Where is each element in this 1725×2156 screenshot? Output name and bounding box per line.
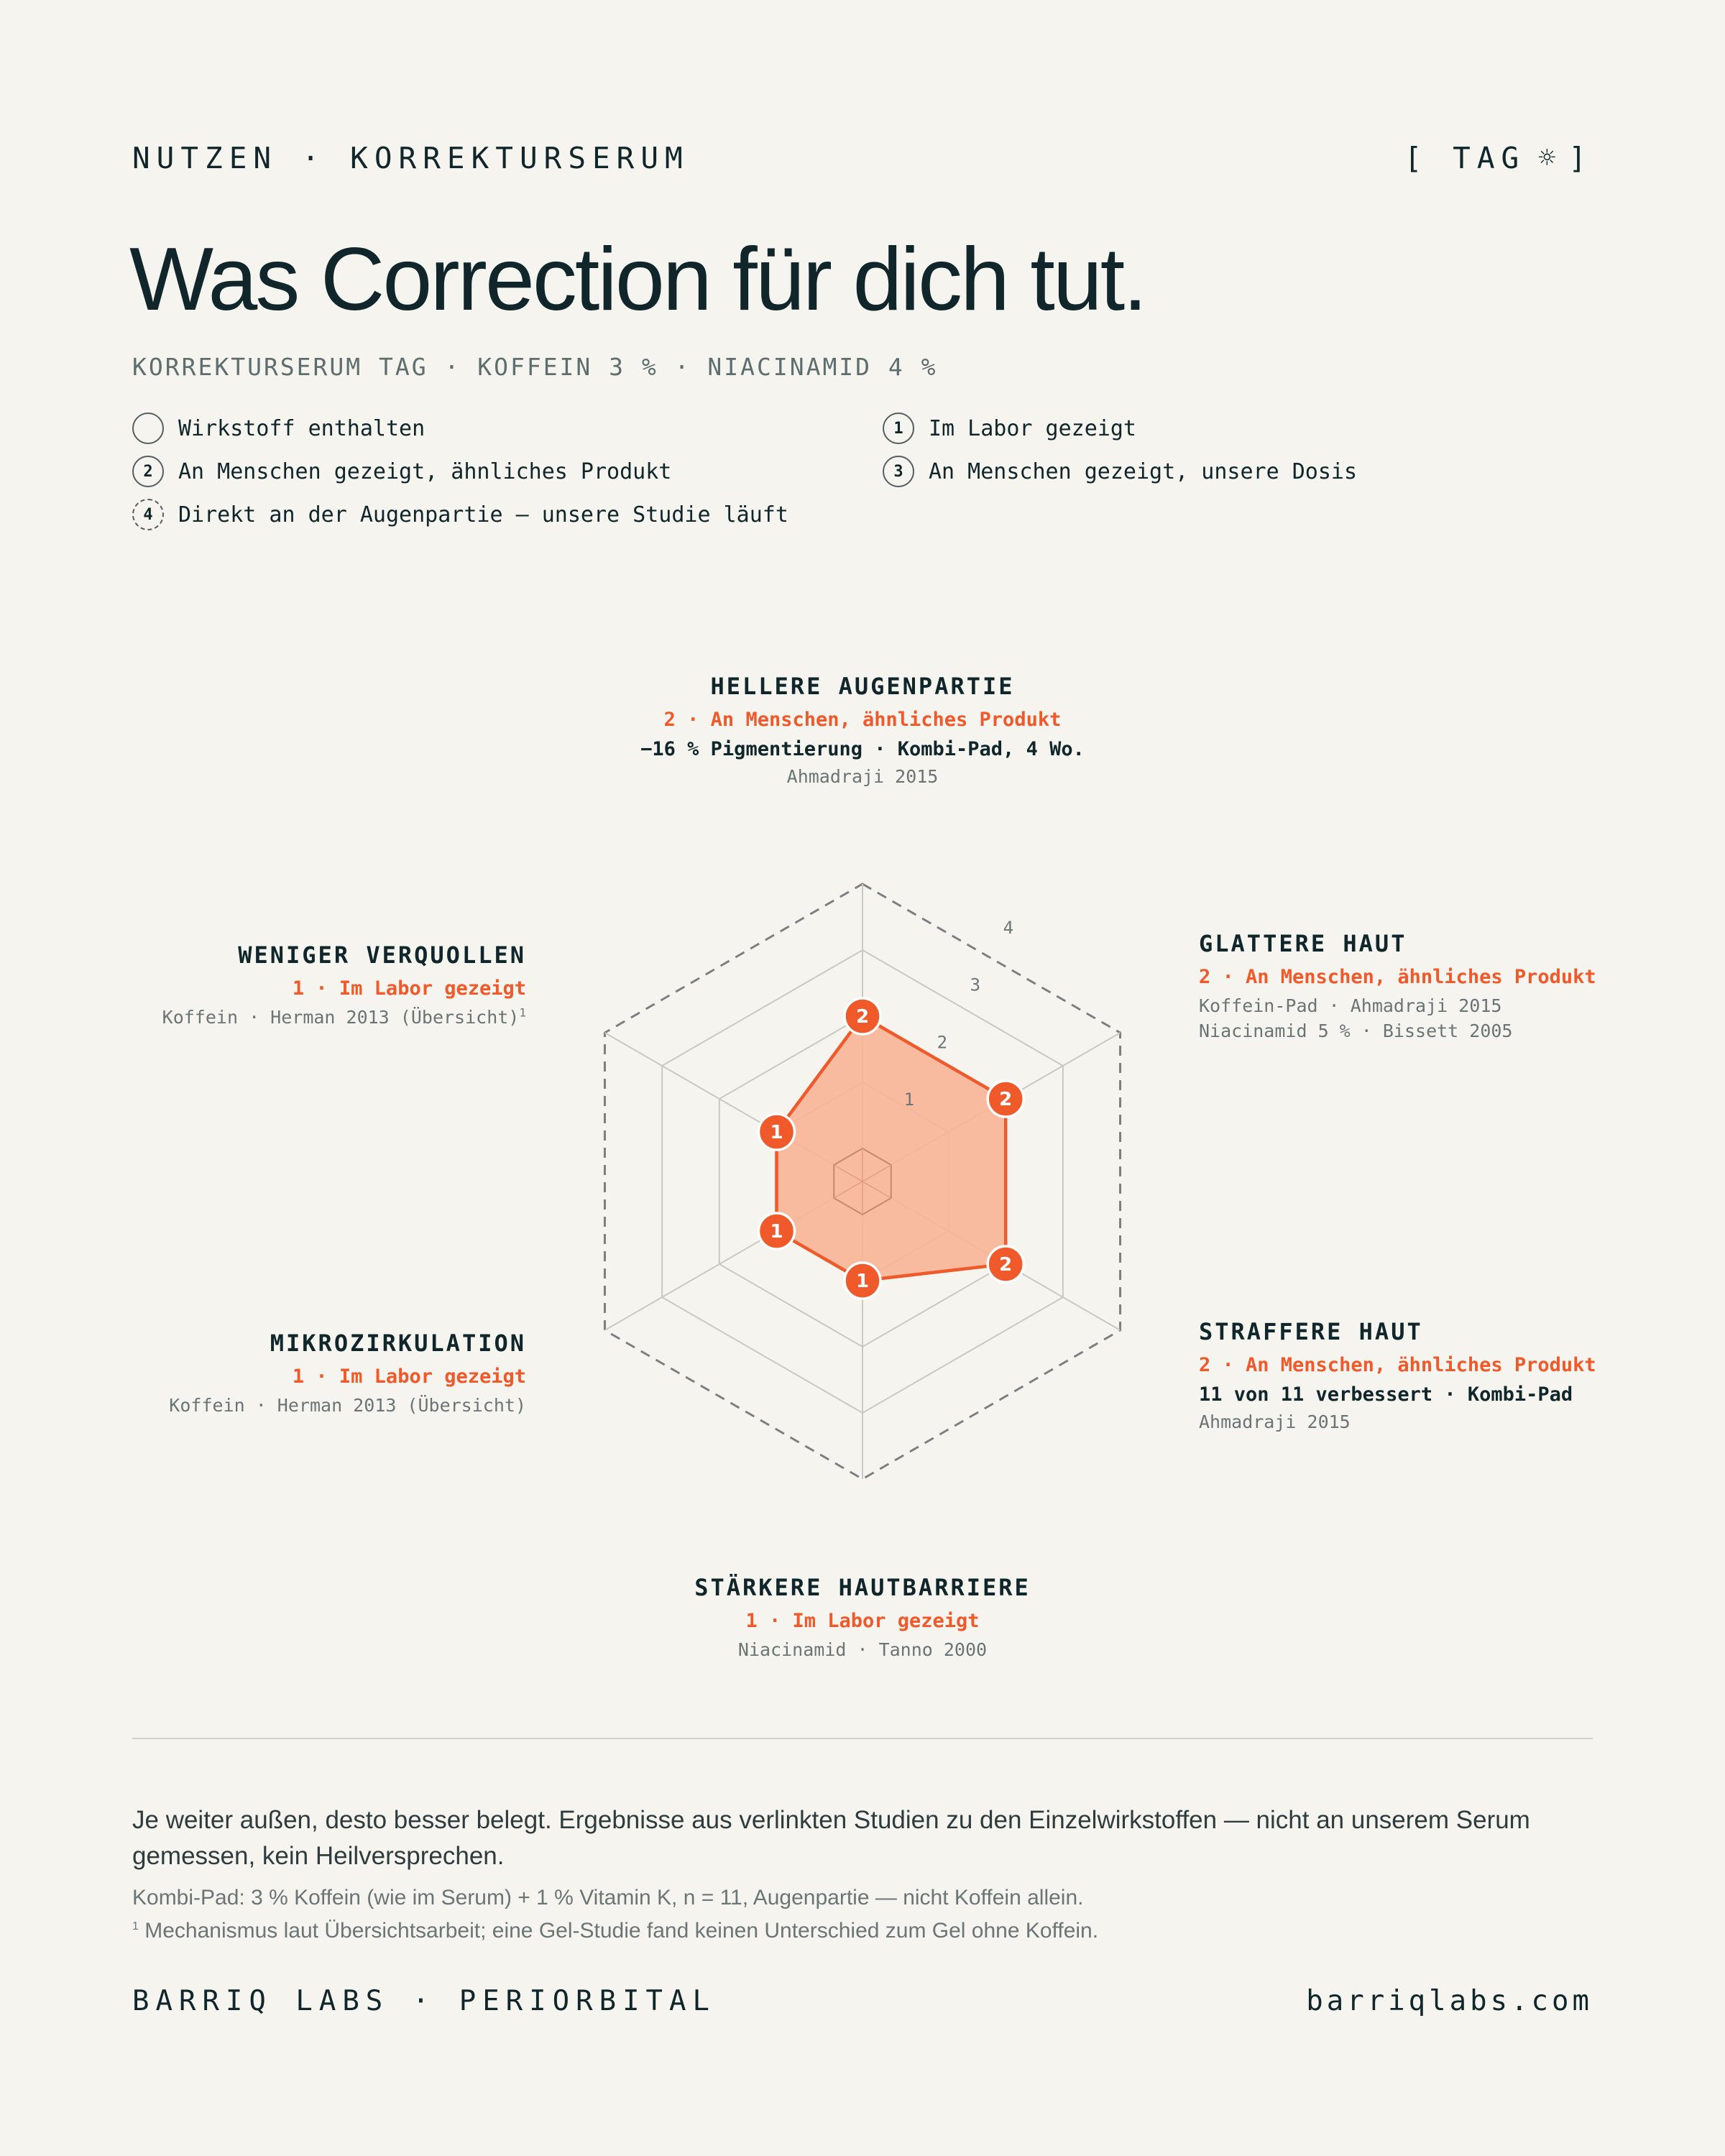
legend-badge: 4 <box>132 499 164 530</box>
axis-source: Ahmadraji 2015 <box>786 766 939 787</box>
axis-level: 2 · An Menschen, ähnliches Produkt <box>1199 966 1596 988</box>
radar-point-label: 1 <box>855 1271 870 1292</box>
axis-block-staerkere-hautbarriere <box>503 1574 1222 1660</box>
divider <box>132 1738 1593 1739</box>
legend-badge: 2 <box>132 456 164 487</box>
sun-icon: ☼ <box>1538 142 1556 175</box>
radar-tick-label: 4 <box>1003 917 1014 938</box>
axis-name: HELLERE AUGENPARTIE <box>710 673 1015 700</box>
axis-source: Niacinamid · Tanno 2000 <box>737 1639 988 1660</box>
legend-label: An Menschen gezeigt, unsere Dosis <box>929 459 1358 484</box>
axis-level: 2 · An Menschen, ähnliches Produkt <box>1199 1354 1596 1376</box>
legend-label: Direkt an der Augenpartie — unsere Studie läuft <box>178 502 788 528</box>
mode-open: [ TAG <box>1404 141 1526 175</box>
radar-point-label: 2 <box>999 1089 1013 1110</box>
axis-level: 2 · An Menschen, ähnliches Produkt <box>663 709 1062 731</box>
axis-block-glattere-haut <box>1199 930 1596 1041</box>
axis-level: 1 · Im Labor gezeigt <box>745 1610 980 1632</box>
brand-name: BARRIQ LABS · PERIORBITAL <box>132 1985 716 2017</box>
axis-block-mikrozirkulation <box>169 1330 526 1416</box>
axis-level: 1 · Im Labor gezeigt <box>292 1365 526 1388</box>
axis-name: MIKROZIRKULATION <box>270 1330 526 1357</box>
axis-name: STRAFFERE HAUT <box>1199 1318 1423 1345</box>
footnote-mark: 1 <box>132 1920 139 1932</box>
legend-label: Im Labor gezeigt <box>929 415 1136 441</box>
radar-point-label: 2 <box>855 1006 870 1028</box>
axis-name: WENIGER VERQUOLLEN <box>238 941 526 969</box>
kombi-note: Kombi-Pad: 3 % Koffein (wie im Serum) + 1 % Vitamin K, n = 11, Augenpartie — nicht Koffein allein. <box>132 1886 1084 1909</box>
legend-label: Wirkstoff enthalten <box>178 415 426 441</box>
radar-tick-label: 2 <box>937 1032 948 1053</box>
axis-source: Niacinamid 5 % · Bissett 2005 <box>1199 1021 1513 1041</box>
website-link[interactable]: barriqlabs.com <box>1306 1985 1593 2017</box>
page-title: Was Correction für dich tut. <box>129 230 1146 329</box>
axis-detail: 11 von 11 verbessert · Kombi-Pad <box>1199 1383 1573 1406</box>
page-subtitle: KORREKTURSERUM TAG · KOFFEIN 3 % · NIACINAMID 4 % <box>132 353 938 381</box>
axis-detail: −16 % Pigmentierung · Kombi-Pad, 4 Wo. <box>640 738 1085 760</box>
radar-point-label: 1 <box>770 1221 783 1243</box>
axis-source <box>162 1007 526 1028</box>
axis-block-weniger-verquollen <box>162 941 526 1028</box>
axis-block-hellere-augenpartie <box>503 673 1222 787</box>
mode-close: ] <box>1568 141 1593 175</box>
legend-label: An Menschen gezeigt, ähnliches Produkt <box>178 459 672 484</box>
axis-name: GLATTERE HAUT <box>1199 930 1407 957</box>
footnote-text: Mechanismus laut Übersichtsarbeit; eine Gel-Studie fand keinen Unterschied zum Gel ohne Koffein. <box>138 1919 1099 1943</box>
legend-badge: 1 <box>883 413 914 444</box>
radar-data-area <box>776 1016 1006 1281</box>
axis-source-text: Koffein · Herman 2013 (Übersicht) <box>162 1007 520 1028</box>
axis-source: Ahmadraji 2015 <box>1199 1411 1351 1432</box>
axis-source: Koffein · Herman 2013 (Übersicht) <box>169 1395 526 1416</box>
footnote <box>132 1919 1098 1943</box>
disclaimer-note: Je weiter außen, desto besser belegt. Ergebnisse aus verlinkten Studien zu den Einzelwirkstoffen — nicht an unserem Serum gemessen, kein Heilversprechen. <box>132 1806 1530 1870</box>
axis-name: STÄRKERE HAUTBARRIERE <box>694 1574 1031 1601</box>
legend-badge: 3 <box>883 456 914 487</box>
eyebrow: NUTZEN · KORREKTURSERUM <box>132 141 689 175</box>
radar-tick-label: 3 <box>970 975 981 995</box>
radar-point-label: 2 <box>999 1254 1013 1276</box>
radar-tick-label: 1 <box>903 1089 915 1110</box>
axis-level: 1 · Im Labor gezeigt <box>292 977 526 1000</box>
footnote-mark: 1 <box>519 1005 526 1020</box>
radar-point-label: 1 <box>770 1122 783 1143</box>
axis-block-straffere-haut <box>1199 1318 1596 1432</box>
axis-source: Koffein-Pad · Ahmadraji 2015 <box>1199 995 1502 1016</box>
